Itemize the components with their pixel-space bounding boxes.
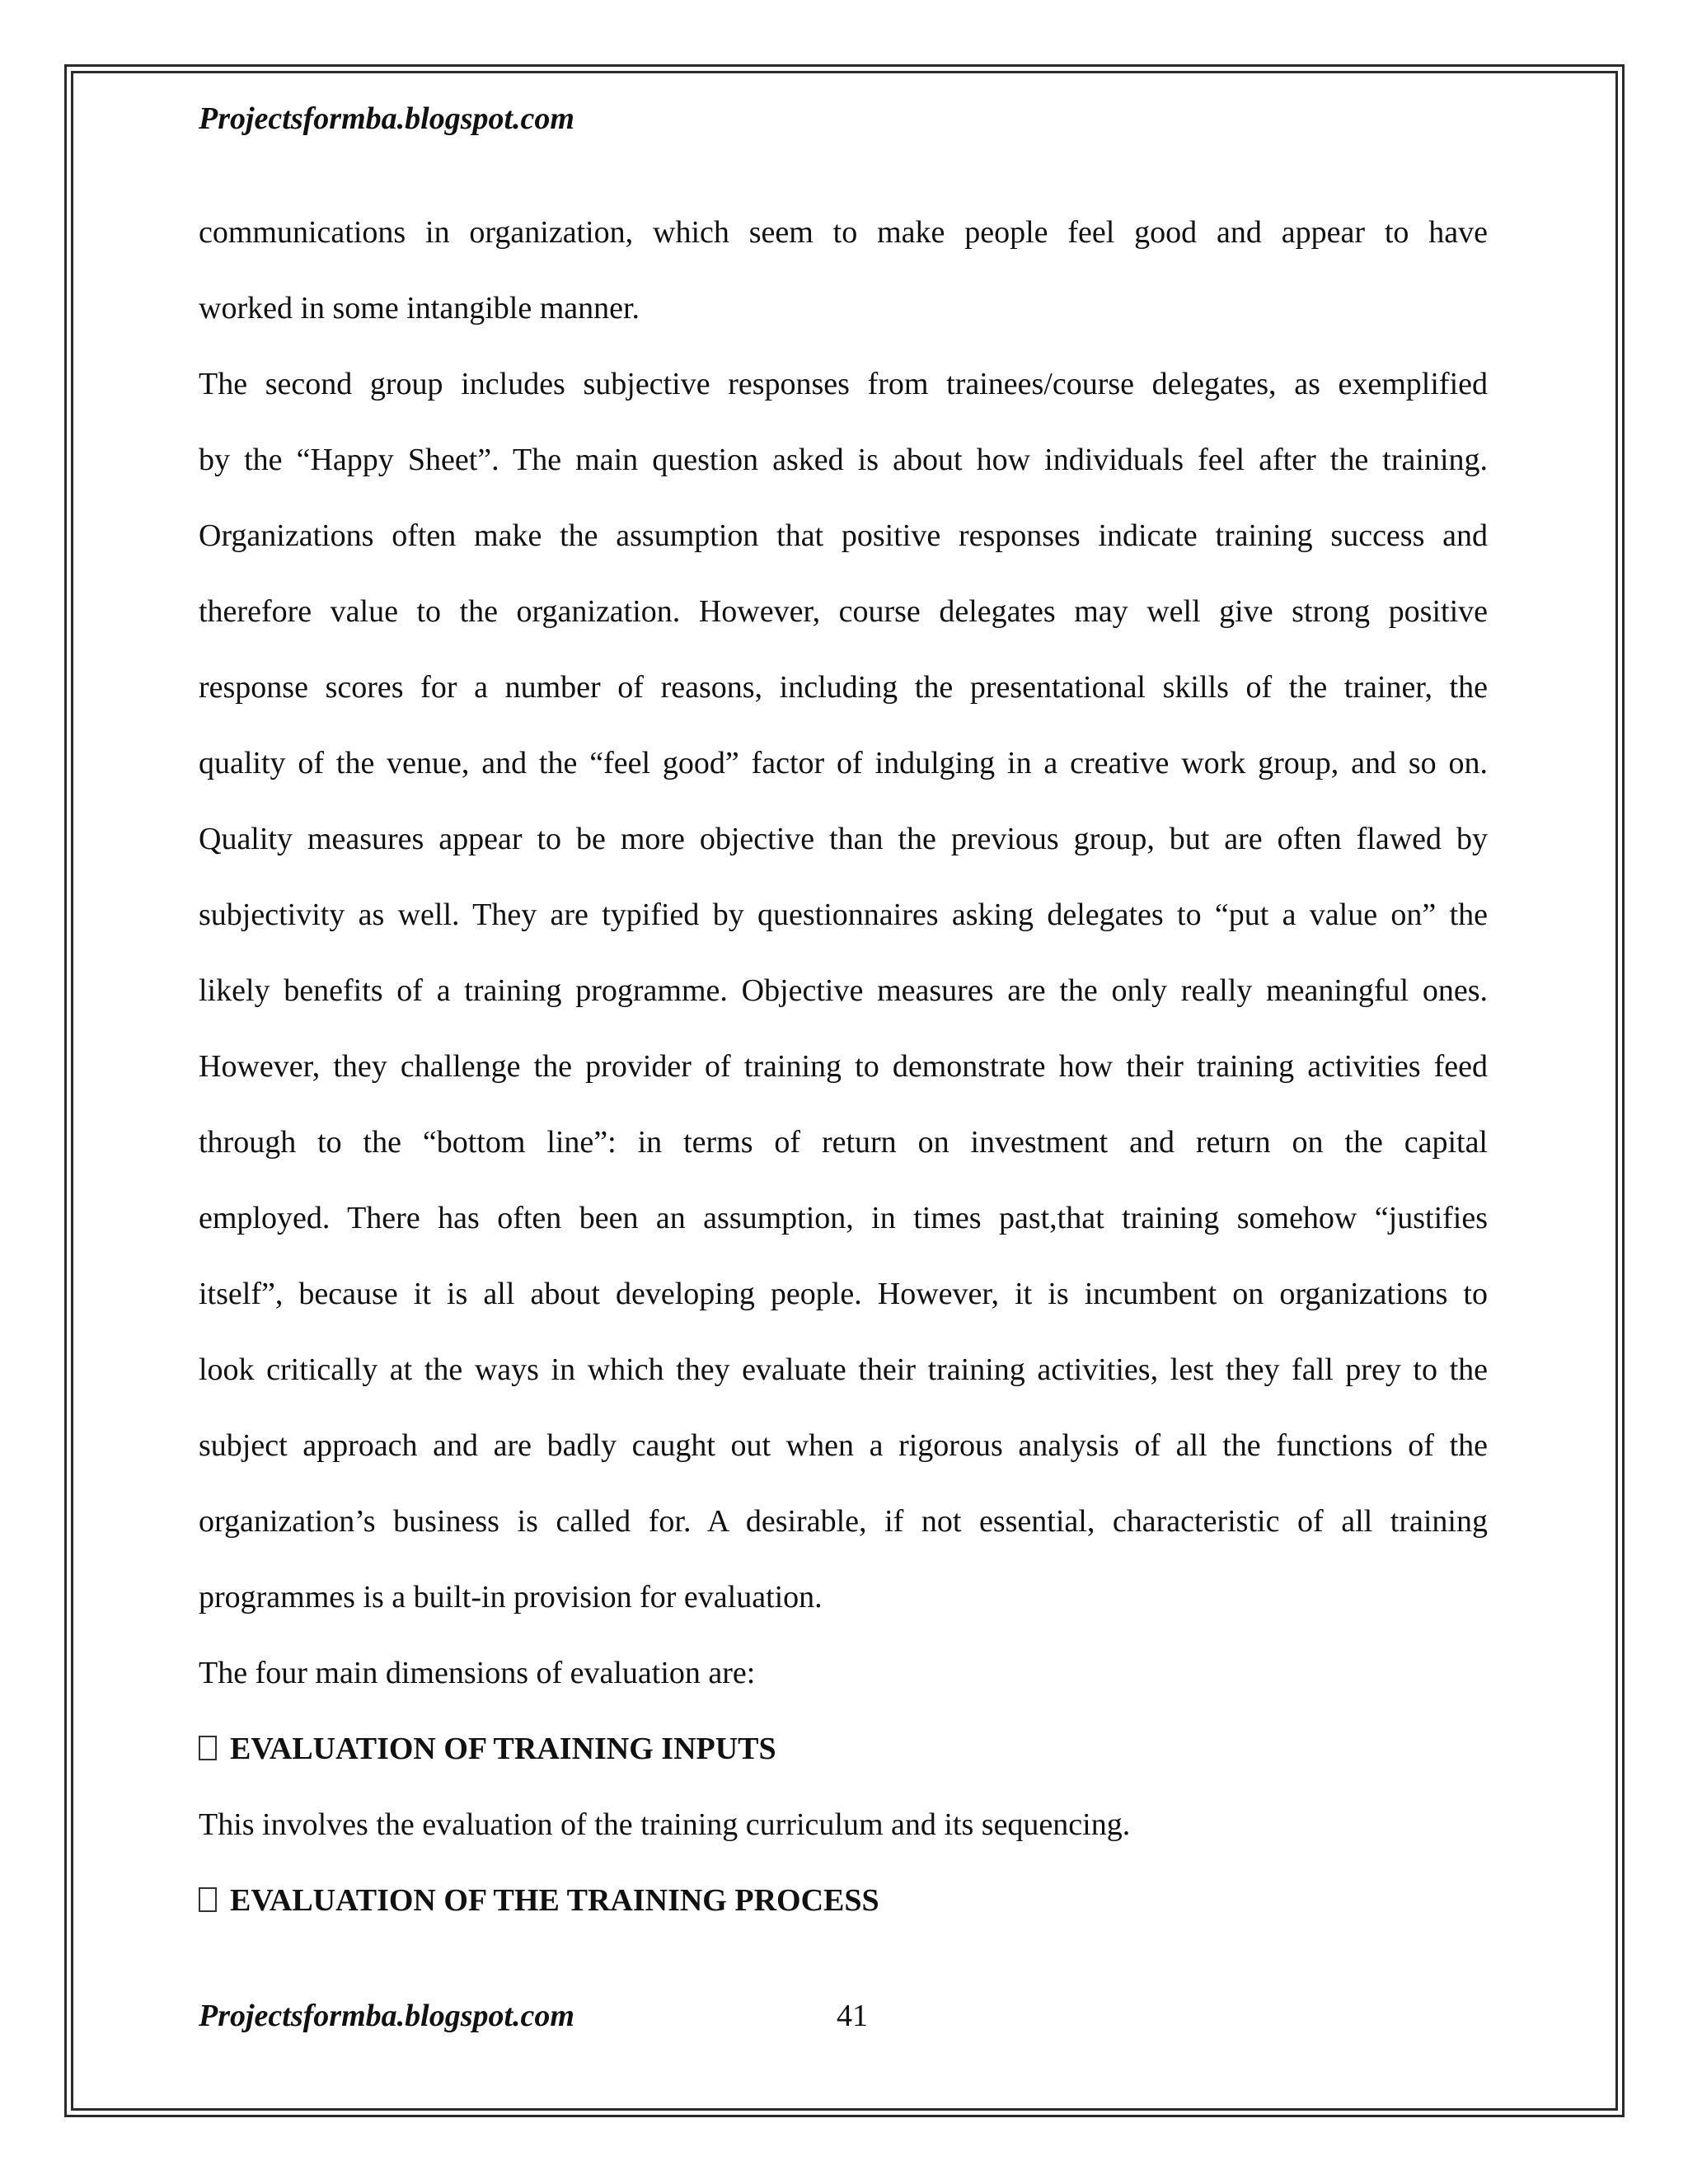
bullet-box-icon [199, 1736, 217, 1760]
body-line: likely benefits of a training programme. Objective measures are the only really meaningful ones. [199, 973, 1488, 1008]
body-line: The second group includes subjective responses from trainees/course delegates, as exemplified [199, 367, 1488, 401]
bullet-heading-text: EVALUATION OF TRAINING INPUTS [230, 1732, 776, 1766]
body-line: quality of the venue, and the “feel good” factor of indulging in a creative work group, and so on. [199, 746, 1488, 780]
body-line: by the “Happy Sheet”. The main question asked is about how individuals feel after the training. [199, 443, 1488, 477]
body-line: itself”, because it is all about developing people. However, it is incumbent on organizations to [199, 1277, 1488, 1311]
body-line: subject approach and are badly caught out when a rigorous analysis of all the functions of the [199, 1428, 1488, 1463]
body-line: employed. There has often been an assumption, in times past,that training somehow “justifies [199, 1201, 1488, 1235]
body-line: through to the “bottom line”: in terms of return on investment and return on the capital [199, 1125, 1488, 1160]
body-line: Quality measures appear to be more objective than the previous group, but are often flawed by [199, 822, 1488, 856]
body-line: organization’s business is called for. A desirable, if not essential, characteristic of all training [199, 1504, 1488, 1539]
body-line: Organizations often make the assumption that positive responses indicate training success and [199, 518, 1488, 553]
body-line: therefore value to the organization. However, course delegates may well give strong positive [199, 594, 1488, 629]
body-line: However, they challenge the provider of training to demonstrate how their training activities feed [199, 1049, 1488, 1084]
document-body [199, 194, 1488, 1938]
header-site-name: Projectsformba.blogspot.com [199, 101, 574, 136]
footer-site-name: Projectsformba.blogspot.com [199, 1999, 574, 2033]
body-line: communications in organization, which seem to make people feel good and appear to have [199, 215, 1488, 250]
bullet-heading-training-inputs [199, 1711, 1488, 1787]
bullet-heading-text: EVALUATION OF THE TRAINING PROCESS [230, 1883, 879, 1918]
body-line: programmes is a built-in provision for evaluation. [199, 1580, 823, 1615]
body-line: look critically at the ways in which they evaluate their training activities, lest they fall prey to the [199, 1352, 1488, 1387]
bullet-box-icon [199, 1887, 217, 1912]
body-line: subjectivity as well. They are typified by questionnaires asking delegates to “put a value on” the [199, 898, 1488, 932]
bullet-description: This involves the evaluation of the training curriculum and its sequencing. [199, 1807, 1131, 1842]
page-number: 41 [837, 1999, 868, 2033]
body-line: worked in some intangible manner. [199, 291, 640, 326]
body-line: The four main dimensions of evaluation are: [199, 1656, 756, 1690]
body-line: response scores for a number of reasons, including the presentational skills of the trainer, the [199, 670, 1488, 705]
bullet-heading-training-process [199, 1863, 1488, 1938]
